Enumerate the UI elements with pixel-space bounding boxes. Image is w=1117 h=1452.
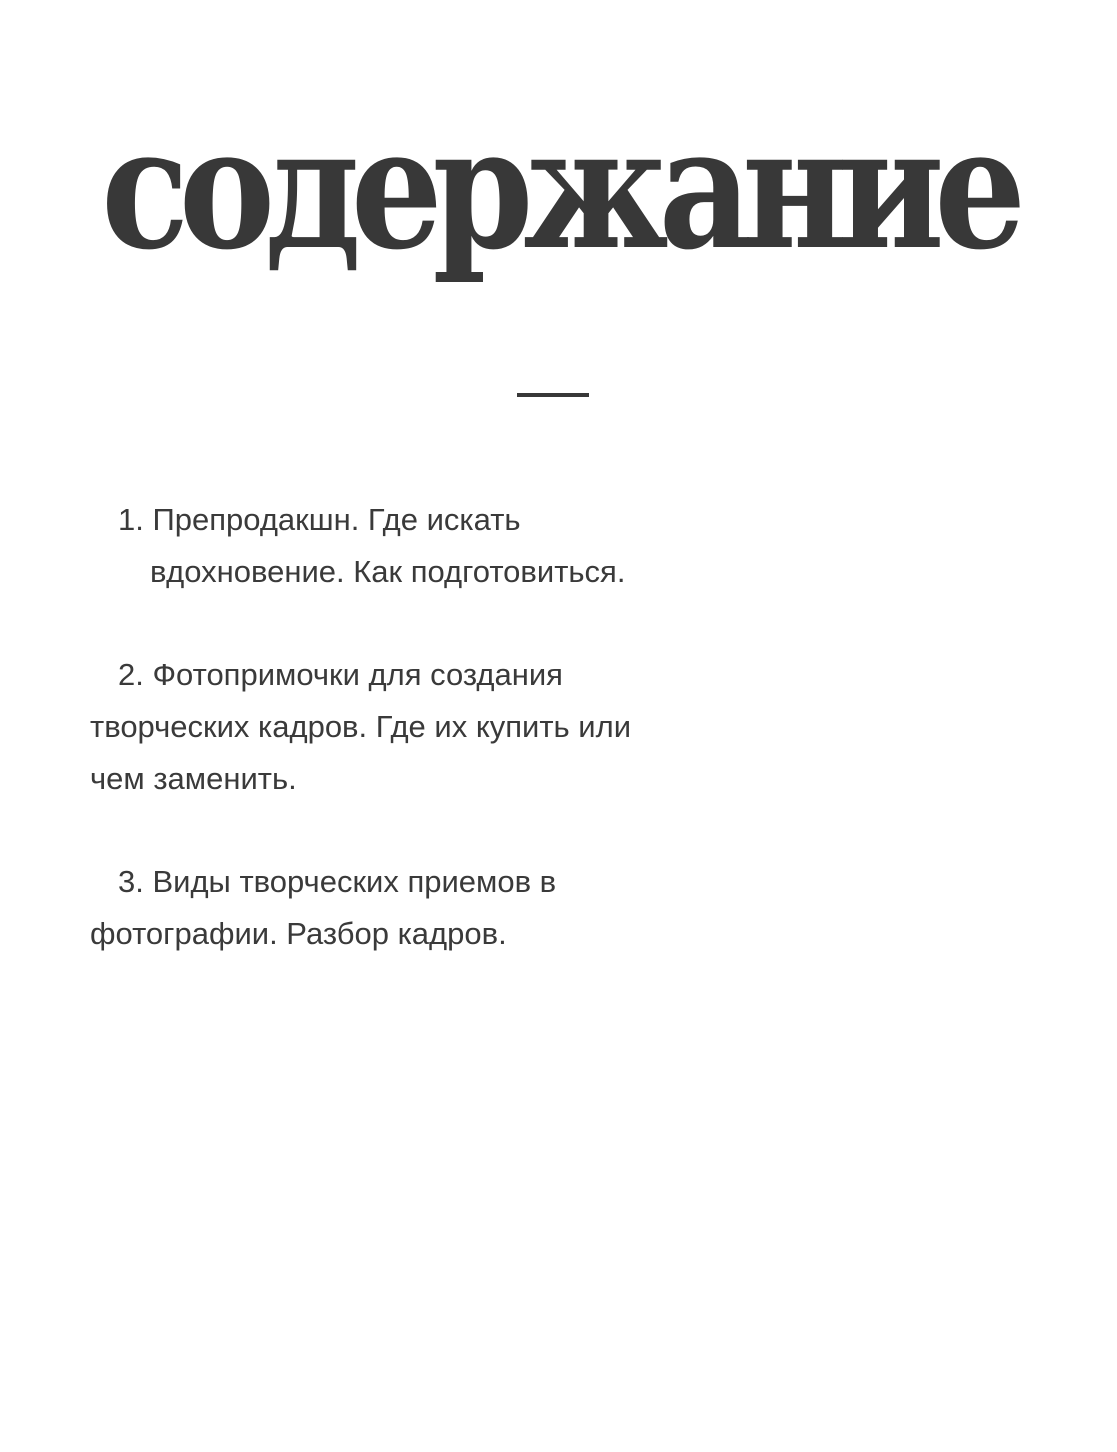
toc-item-1-line-2: вдохновение. Как подготовиться. [150,554,626,589]
divider [517,393,589,397]
toc-item-2-line-3: чем заменить. [90,761,297,796]
toc-item-3-line-2: фотографии. Разбор кадров. [90,916,507,951]
toc-item-2 [90,649,740,805]
toc-item-2-line-1: 2. Фотопримочки для создания [118,657,563,692]
table-of-contents [90,494,740,1011]
toc-item-3 [90,856,740,960]
toc-item-2-line-2: творческих кадров. Где их купить или [90,709,632,744]
page-title: содержание [101,89,1016,287]
toc-item-3-line-1: 3. Виды творческих приемов в [118,864,557,899]
toc-item-1 [90,494,740,598]
toc-item-1-line-1: 1. Препродакшн. Где искать [118,502,521,537]
